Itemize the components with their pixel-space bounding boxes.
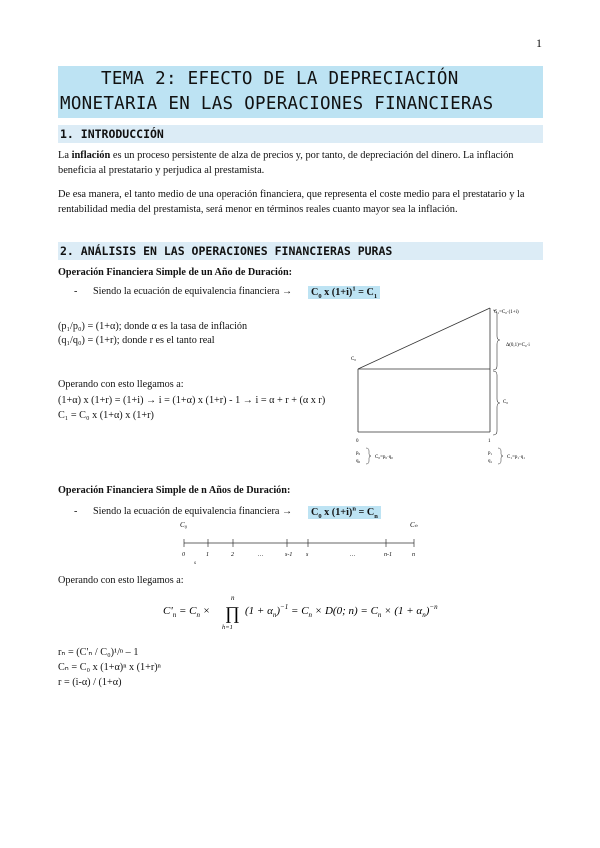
label-p0: p₀ (356, 451, 361, 456)
brace-p0q0 (366, 448, 371, 464)
intro-text-pre: La (58, 150, 72, 161)
timeline-tick-label: s (306, 552, 309, 558)
label-c0-mid: C₀ (503, 400, 509, 405)
label-c1eq: C₁=p₁·q₁ (507, 455, 526, 460)
formula-lhs: $C'_n = C_n$ × (163, 605, 211, 619)
op2-bullet-text: Siendo la ecuación de equivalencia financiera → (93, 506, 293, 517)
page-number: 1 (536, 36, 542, 50)
timeline-tick-label: s-1 (285, 552, 293, 558)
op2-equation: $C_0$ x $(1+i)^n = C_n$ (308, 503, 381, 524)
op2-operando: Operando con esto llegamos a: (58, 575, 184, 586)
brace-upper (493, 310, 500, 370)
brace-p1q1 (498, 448, 503, 464)
timeline-tick-label: … (258, 552, 264, 558)
intro-paragraph-1 (58, 148, 543, 178)
prod-lower: h=1 (222, 624, 233, 631)
op1-c1-formula: C₁ = C₀ x (1+α) x (1+r) (58, 410, 154, 421)
timeline-tick-label: 1 (206, 552, 209, 558)
intro-paragraph-2: De esa manera, el tanto medio de una operación financiera, que representa el coste medio para el prestatario y la rentabilidad media del prestamista, será menor en términos reales cuanto mayor sea la inflación. (58, 189, 525, 215)
label-p1: p₁ (488, 451, 493, 456)
section-heading-introduccion: 1. INTRODUCCIÓN (58, 125, 543, 143)
one-year-diagram (340, 304, 540, 469)
timeline-ticks (182, 539, 415, 558)
page-title-line1: TEMA 2: EFECTO DE LA DEPRECIACIÓN (101, 69, 459, 89)
label-q1: q₁ (488, 459, 493, 464)
op2-title: Operación Financiera Simple de n Años de Duración: (58, 485, 291, 496)
op1-equation: $C_0$ x $(1+i)^1 = C_1$ (308, 283, 380, 304)
inflacion-term: inflación (71, 150, 111, 161)
op1-bullet-text: Siendo la ecuación de equivalencia financiera → (93, 286, 293, 297)
timeline-tick-label: … (350, 552, 356, 558)
op2-rn-formula: rₙ = (C'ₙ / C₀)¹/ⁿ – 1 (58, 647, 139, 658)
deflation-formula-svg (163, 592, 463, 632)
n-year-timeline (172, 518, 422, 568)
prod-upper: n (231, 594, 235, 602)
op2-cn-formula: Cₙ = C₀ x (1+α)ⁿ x (1+r)ⁿ (58, 662, 161, 673)
label-c0eq: C₀=p₀·q₀ (375, 455, 394, 460)
op1-derivation: (1+α) x (1+r) = (1+i) → i = (1+α) x (1+r) - 1 → i = α + r + (α x r) (58, 395, 326, 406)
op1-alpha-line: (p₁/p₀) = (1+α); donde α es la tasa de inflación (58, 321, 248, 332)
op1-operando: Operando con esto llegamos a: (58, 379, 184, 390)
timeline-tick-label: n (412, 552, 415, 558)
label-c0: C₀ (351, 357, 357, 362)
op2-r-formula: r = (i-α) / (1+α) (58, 677, 122, 688)
label-q0: q₀ (356, 459, 361, 464)
label-diff: Δ(0,1)=C₀·i (506, 343, 530, 348)
page-title-line2: MONETARIA EN LAS OPERACIONES FINANCIERAS (60, 94, 494, 114)
op2-bullet-dash: - (74, 506, 78, 517)
tick-0: 0 (356, 439, 359, 444)
op1-bullet-dash: - (74, 286, 78, 297)
page-title-box (58, 66, 543, 118)
tick-1: 1 (488, 439, 491, 444)
timeline-tick-label: 2 (231, 552, 234, 558)
op1-title: Operación Financiera Simple de un Año de Duración: (58, 267, 293, 278)
prod-symbol: ∏ (225, 603, 240, 623)
brace-lower (493, 371, 500, 435)
timeline-tick-label: 0 (182, 552, 185, 558)
formula-rhs: $(1 + \alpha_n)^{-1} = C_n \times D(0$; $n) = C_n \times (1 + \alpha_n)^{-n}$ (245, 603, 438, 619)
op1-r-line: (q₁/q₀) = (1+r); donde r es el tanto real (58, 335, 215, 346)
timeline-tick-label: n-1 (384, 552, 392, 558)
label-c1: C₁=C₀·(1+i) (494, 310, 519, 315)
timeline-end-label: Cₙ (410, 521, 418, 529)
timeline-sub-label: s (194, 561, 196, 566)
timeline-start-label: C₀ (180, 521, 188, 529)
deflation-formula (163, 592, 463, 632)
intro-text-rest: es un proceso persistente de alza de precios y, por tanto, de depreciación del dinero. La inflación beneficia al prestatario y perjudica al prestamista. (58, 150, 514, 176)
diagram-slope-line (358, 308, 490, 369)
section-heading-analisis: 2. ANÁLISIS EN LAS OPERACIONES FINANCIERAS PURAS (58, 242, 543, 260)
